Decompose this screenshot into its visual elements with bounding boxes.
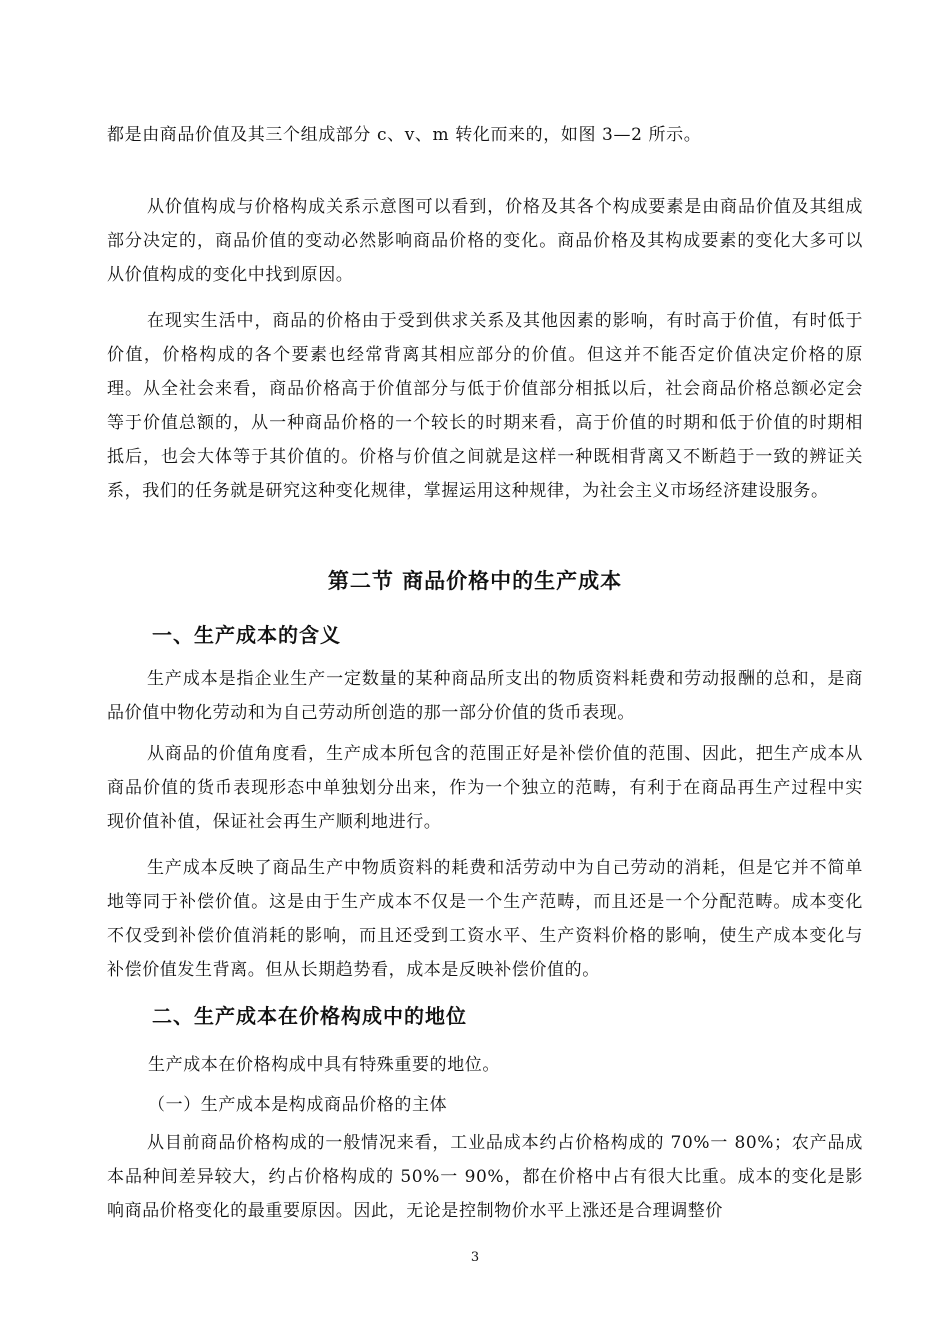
paragraph-cost-scope: 从商品的价值角度看，生产成本所包含的范围正好是补偿价值的范围、因此，把生产成本从商品价值的货币表现形态中单独划分出来，作为一个独立的范畴，有利于在商品再生产过程中实现价值补值，保证社会再生产顺利地进行。 — [107, 744, 863, 832]
paragraph-value-price-relation: 从价值构成与价格构成关系示意图可以看到，价格及其各个构成要素是由商品价值及其组成部分决定的，商品价值的变动必然影响商品价格的变化。商品价格及其构成要素的变化大多可以从价值构成的变化中找到原因。 — [107, 197, 863, 285]
subheading-cost-main-body: （一）生产成本是构成商品价格的主体 — [148, 1095, 448, 1115]
paragraph-price-deviation: 在现实生活中，商品的价格由于受到供求关系及其他因素的影响，有时高于价值，有时低于价值，价格构成的各个要素也经常背离其相应部分的价值。但这并不能否定价值决定价格的原理。从全社会来看，商品价格高于价值部分与低于价值部分相抵以后，社会商品价格总额必定会等于价值总额的，从一种商品价格的一个较长的时期来看，高于价值的时期和低于价值的时期相抵后，也会大体等于其价值的。价格与价值之间就是这样一种既相背离又不断趋于一致的辨证关系，我们的任务就是研究这种变化规律，掌握运用这种规律，为社会主义市场经济建设服务。 — [107, 311, 863, 501]
paragraph-cost-importance: 生产成本在价格构成中具有特殊重要的地位。 — [148, 1055, 500, 1075]
heading-cost-meaning: 一、生产成本的含义 — [152, 623, 341, 647]
paragraph-cost-definition: 生产成本是指企业生产一定数量的某种商品所支出的物质资料耗费和劳动报酬的总和，是商品价值中物化劳动和为自己劳动所创造的那一部分价值的货币表现。 — [107, 669, 863, 723]
page-number: 3 — [470, 1250, 480, 1265]
section-title: 第二节 商品价格中的生产成本 — [327, 568, 623, 593]
paragraph-cost-proportion: 从目前商品价格构成的一般情况来看，工业品成本约占价格构成的 70%一 80%；农产品成本品种间差异较大，约占价格构成的 50%一 90%，都在价格中占有很大比重。成本的变化是影响商品价格变化的最重要原因。因此，无论是控制物价水平上涨还是合理调整价 — [107, 1133, 863, 1221]
paragraph-cost-deviation: 生产成本反映了商品生产中物质资料的耗费和活劳动中为自己劳动的消耗，但是它并不简单地等同于补偿价值。这是由于生产成本不仅是一个生产范畴，而且还是一个分配范畴。成本变化不仅受到补偿价值消耗的影响，而且还受到工资水平、生产资料价格的影响，使生产成本变化与补偿价值发生背离。但从长期趋势看，成本是反映补偿价值的。 — [107, 858, 863, 980]
paragraph-continuation: 都是由商品价值及其三个组成部分 c、v、m 转化而来的，如图 3—2 所示。 — [107, 125, 702, 145]
heading-cost-position: 二、生产成本在价格构成中的地位 — [152, 1004, 467, 1028]
